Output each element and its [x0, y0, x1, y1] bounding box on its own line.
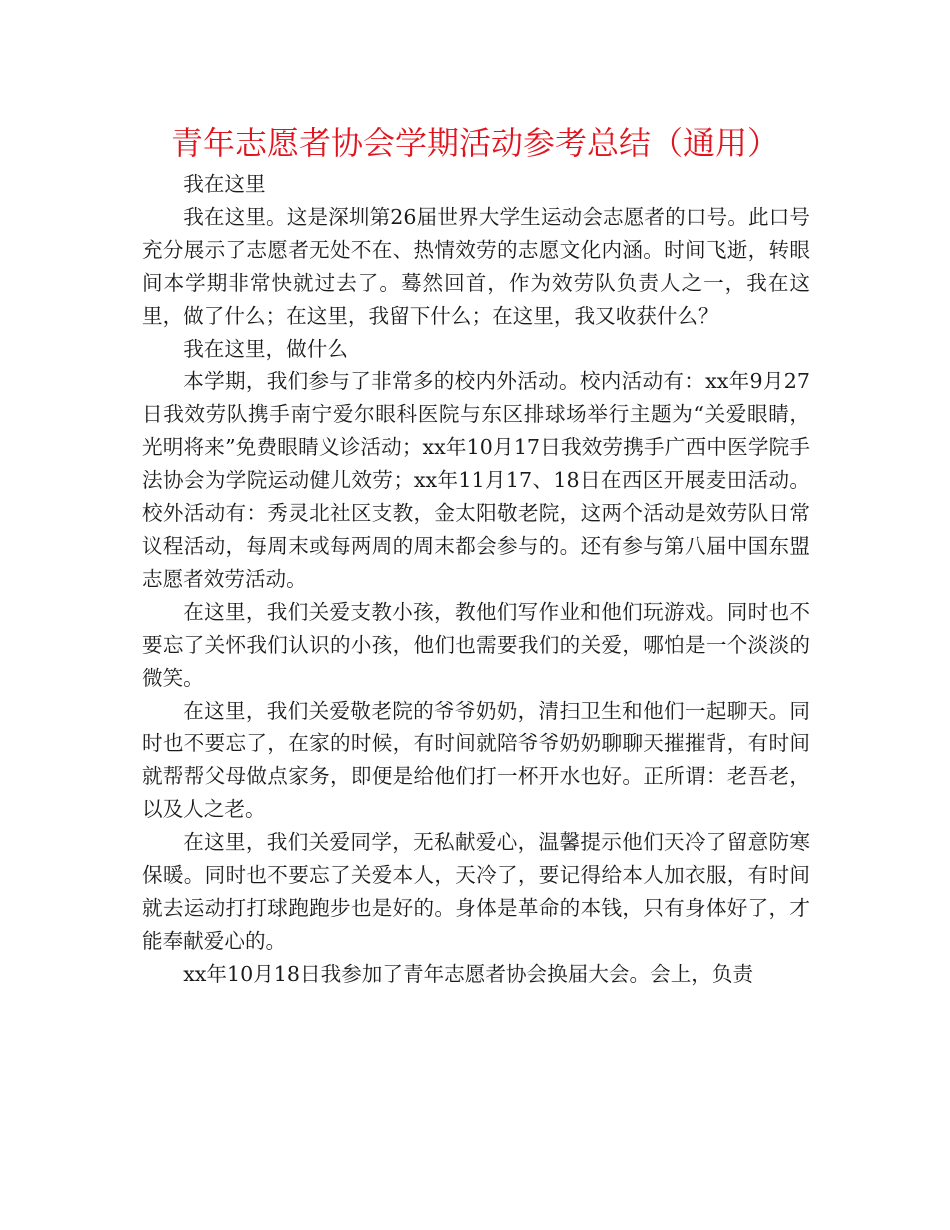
paragraph: 本学期，我们参与了非常多的校内外活动。校内活动有：xx年9月27日我效劳队携手南宁爱尔眼科医院与东区排球场举行主题为“关爱眼睛，光明将来”免费眼睛义诊活动；xx年10月17日我效劳携手广西中医学院手法协会为学院运动健儿效劳；xx年11月17、18日在西区开展麦田活动。校外活动有：秀灵北社区支教，金太阳敬老院，这两个活动是效劳队日常议程活动，每周末或每两周的周末都会参与的。还有参与第八届中国东盟志愿者效劳活动。	[142, 369, 810, 591]
paragraph: 在这里，我们关爱支教小孩，教他们写作业和他们玩游戏。同时也不要忘了关怀我们认识的小孩，他们也需要我们的关爱，哪怕是一个淡淡的微笑。	[142, 599, 810, 690]
paragraph: 在这里，我们关爱同学，无私献爱心，温馨提示他们天冷了留意防寒保暖。同时也不要忘了关爱本人，天冷了，要记得给本人加衣服，有时间就去运动打打球跑跑步也是好的。身体是革命的本钱，只有身体好了，才能奉献爱心的。	[142, 830, 810, 953]
paragraph: xx年10月18日我参加了青年志愿者协会换届大会。会上，负责	[183, 961, 754, 986]
paragraph: 在这里，我们关爱敬老院的爷爷奶奶，清扫卫生和他们一起聊天。同时也不要忘了，在家的时候，有时间就陪爷爷奶奶聊聊天摧摧背，有时间就帮帮父母做点家务，即便是给他们打一杯开水也好。正所谓：老吾老，以及人之老。	[142, 698, 810, 822]
paragraph-heading-what: 我在这里，做什么	[183, 336, 348, 361]
document-body	[142, 168, 810, 991]
document-title: 青年志愿者协会学期活动参考总结（通用）	[170, 124, 779, 162]
paragraph-heading-here: 我在这里	[183, 172, 266, 196]
paragraph: 我在这里。这是深圳第26届世界大学生运动会志愿者的口号。此口号充分展示了志愿者无处不在、热情效劳的志愿文化内涵。时间飞逝，转眼间本学期非常快就过去了。蓦然回首，作为效劳队负责人之一，我在这里，做了什么；在这里，我留下什么；在这里，我又收获什么？	[142, 204, 810, 328]
